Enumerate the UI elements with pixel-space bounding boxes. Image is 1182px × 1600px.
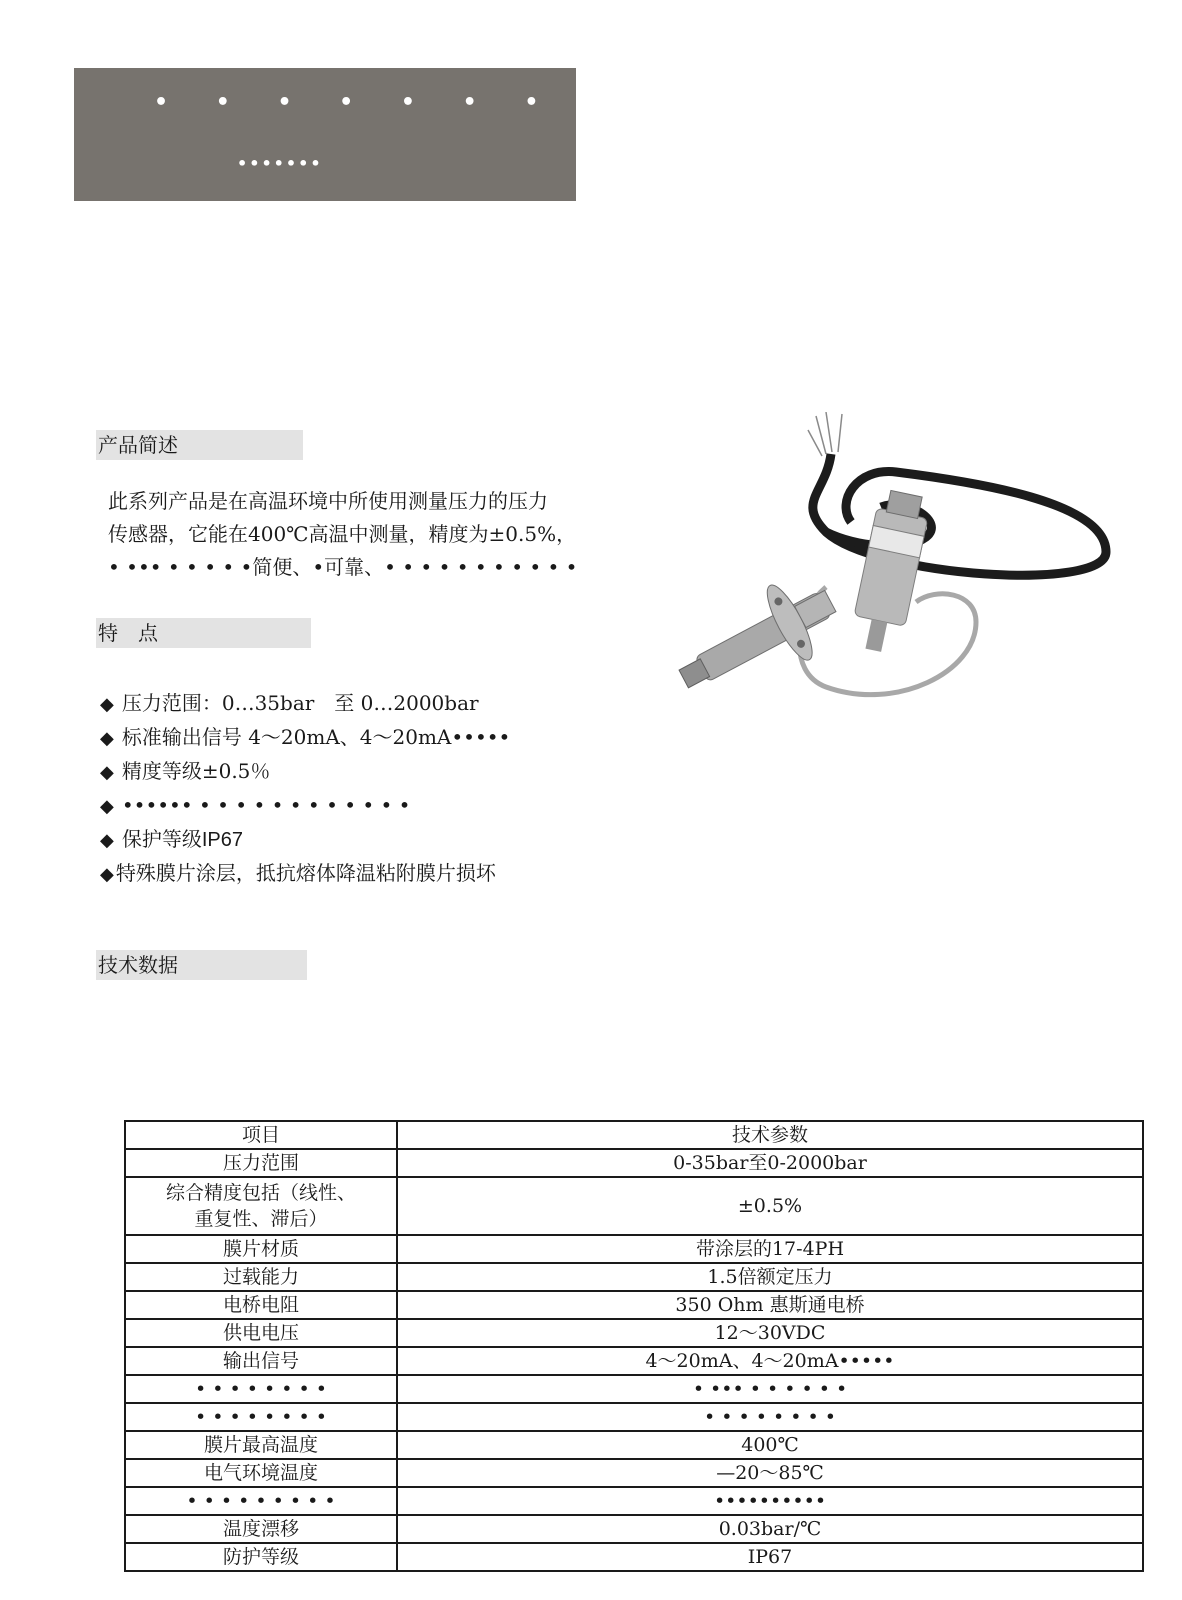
table-row — [125, 1319, 1143, 1347]
item-cell: • • • • • • • • — [125, 1403, 397, 1431]
feature-list — [100, 686, 510, 890]
item-cell: 膜片最高温度 — [125, 1431, 397, 1459]
value-cell: IP67 — [397, 1543, 1143, 1571]
table-row — [125, 1263, 1143, 1291]
item-cell: 电桥电阻 — [125, 1291, 397, 1319]
value-cell: 350 Ohm 惠斯通电桥 — [397, 1291, 1143, 1319]
value-cell: 带涂层的17-4PH — [397, 1235, 1143, 1263]
value-cell: ±0.5% — [397, 1177, 1143, 1235]
table-row — [125, 1149, 1143, 1177]
value-cell: 0.03bar/℃ — [397, 1515, 1143, 1543]
table-row — [125, 1375, 1143, 1403]
item-cell: 过载能力 — [125, 1263, 397, 1291]
item-cell: 压力范围 — [125, 1149, 397, 1177]
value-cell: • • • • • • • • — [397, 1403, 1143, 1431]
value-cell: 0-35bar至0-2000bar — [397, 1149, 1143, 1177]
pressure-sensor-photo — [676, 412, 1136, 752]
item-cell: 输出信号 — [125, 1347, 397, 1375]
table-row — [125, 1431, 1143, 1459]
value-cell: 1.5倍额定压力 — [397, 1263, 1143, 1291]
header-banner — [74, 68, 867, 201]
table-row — [125, 1515, 1143, 1543]
item-cell: 防护等级 — [125, 1543, 397, 1571]
overview-line: 此系列产品是在高温环境中所使用测量压力的压力 — [108, 489, 548, 513]
item-cell: • • • • • • • • — [125, 1375, 397, 1403]
feature-item: ◆ 压力范围：0…35bar 至 0…2000bar — [100, 691, 479, 715]
banner-subtitle: ••••••• — [237, 154, 323, 173]
diamond-bullet-icon: ◆ — [100, 694, 114, 715]
value-cell: •••••••••• — [397, 1487, 1143, 1515]
item-cell: 膜片材质 — [125, 1235, 397, 1263]
diamond-bullet-icon: ◆ — [100, 864, 114, 885]
item-cell: 供电电压 — [125, 1319, 397, 1347]
item-cell: • • • • • • • • • — [125, 1487, 397, 1515]
value-cell: 400℃ — [397, 1431, 1143, 1459]
banner-title: • • • • • • • • • • • • — [154, 90, 867, 115]
table-row — [125, 1487, 1143, 1515]
overview-line: 传感器，它能在400℃高温中测量，精度为±0.5%， — [108, 522, 577, 546]
diamond-bullet-icon: ◆ — [100, 830, 114, 851]
table-row — [125, 1291, 1143, 1319]
column-header: 技术参数 — [397, 1121, 1143, 1149]
value-cell: —20～85℃ — [397, 1459, 1143, 1487]
feature-item: ◆ 精度等级±0.5％ — [100, 759, 271, 783]
feature-item: ◆ •••••• • • • • • • • • • • • • — [100, 793, 411, 817]
features-heading: 特 点 — [96, 618, 311, 648]
feature-item: ◆ 保护等级IP67 — [100, 829, 243, 851]
diamond-bullet-icon: ◆ — [100, 728, 114, 749]
black-cable — [813, 454, 1106, 575]
value-cell: 12～30VDC — [397, 1319, 1143, 1347]
feature-item: ◆ 标准输出信号 4～20mA、4～20mA••••• — [100, 725, 511, 749]
table-row — [125, 1177, 1143, 1235]
item-cell: 温度漂移 — [125, 1515, 397, 1543]
tech-heading: 技术数据 — [96, 950, 307, 980]
diamond-bullet-icon: ◆ — [100, 796, 114, 817]
table-row — [125, 1347, 1143, 1375]
table-row — [125, 1543, 1143, 1571]
table-header-row — [125, 1121, 1143, 1149]
overview-heading: 产品简述 — [96, 430, 303, 460]
item-cell: 综合精度包括（线性、 重复性、滞后） — [125, 1177, 397, 1235]
overview-line: • ••• • • • • •简便、•可靠、• • • • • • • • • • • — [108, 555, 578, 579]
column-header: 项目 — [125, 1121, 397, 1149]
value-cell: • ••• • • • • • • — [397, 1375, 1143, 1403]
overview-text — [108, 485, 648, 584]
spec-table — [124, 1120, 1144, 1572]
item-cell: 电气环境温度 — [125, 1459, 397, 1487]
feature-item: ◆ 特殊膜片涂层，抵抗熔体降温粘附膜片损坏 — [100, 861, 496, 885]
table-row — [125, 1403, 1143, 1431]
table-row — [125, 1459, 1143, 1487]
value-cell: 4～20mA、4～20mA••••• — [397, 1347, 1143, 1375]
table-row — [125, 1235, 1143, 1263]
wire-lead — [808, 412, 842, 456]
diamond-bullet-icon: ◆ — [100, 762, 114, 783]
